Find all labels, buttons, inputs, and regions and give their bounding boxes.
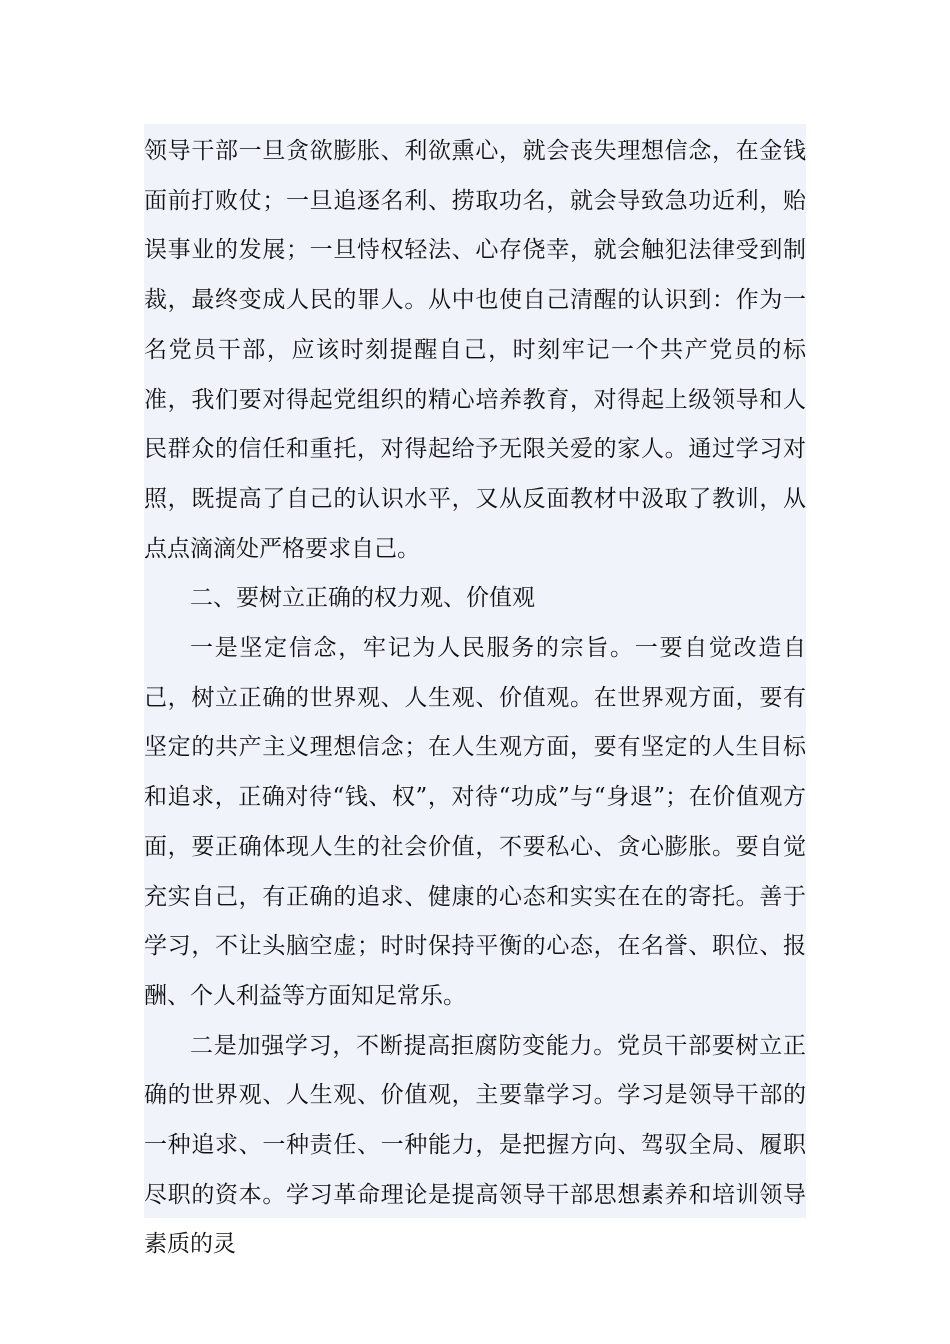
document-text-block [144, 124, 806, 1258]
paragraph-point-two: 二是加强学习，不断提高拒腐防变能力。党员干部要树立正确的世界观、人生观、价值观，主要靠学习。学习是领导干部的一种追求、一种责任、一种能力，是把握方向、驾驭全局、履职尽职的资本。学习革命理论是提高领导干部思想素养和培训领导素质的灵 [144, 1032, 806, 1258]
section-heading: 二、要树立正确的权力观、价值观 [190, 585, 535, 612]
paragraph-point-one: 一是坚定信念，牢记为人民服务的宗旨。一要自觉改造自己，树立正确的世界观、人生观、价值观。在世界观方面，要有坚定的共产主义理想信念；在人生观方面，要有坚定的人生目标和追求，正确对待“钱、权”，对待“功成”与“身退”；在价值观方面，要正确体现人生的社会价值，不要私心、贪心膨胀。要自觉充实自己，有正确的追求、健康的心态和实实在在的寄托。善于学习，不让头脑空虚；时时保持平衡的心态，在名誉、职位、报酬、个人利益等方面知足常乐。 [144, 635, 806, 1009]
paragraph-continuation: 领导干部一旦贪欲膨胀、利欲熏心，就会丧失理想信念，在金钱面前打败仗；一旦追逐名利、捞取功名，就会导致急功近利，贻误事业的发展；一旦恃权轻法、心存侥幸，就会触犯法律受到制裁，最终变成人民的罪人。从中也使自己清醒的认识到：作为一名党员干部，应该时刻提醒自己，时刻牢记一个共产党员的标准，我们要对得起党组织的精心培养教育，对得起上级领导和人民群众的信任和重托，对得起给予无限关爱的家人。通过学习对照，既提高了自己的认识水平，又从反面教材中汲取了教训，从点点滴滴处严格要求自己。 [144, 138, 806, 562]
